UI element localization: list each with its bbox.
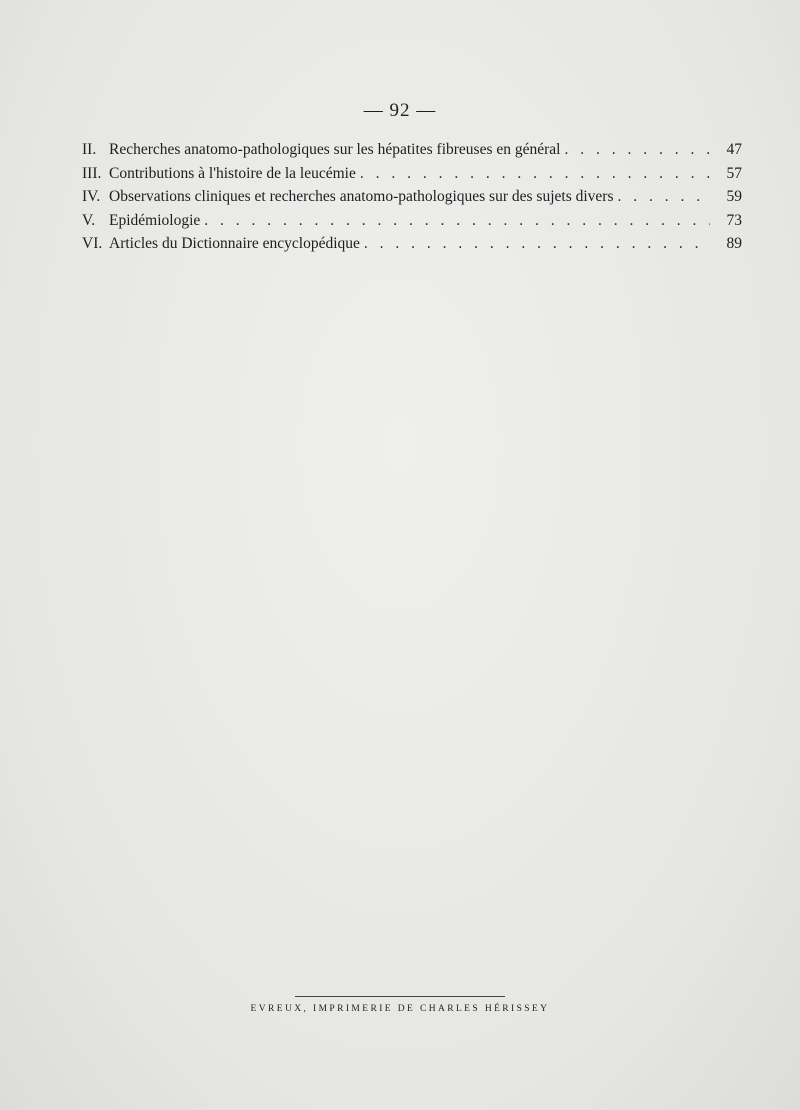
page-number: — 92 — xyxy=(363,100,437,121)
printer-imprint xyxy=(0,996,800,1014)
toc-entry-page: 89 xyxy=(726,235,742,252)
toc-entry xyxy=(82,212,742,236)
toc-leader-dots xyxy=(364,235,710,253)
toc-entry-number: II. xyxy=(82,141,97,158)
toc-leader-dots xyxy=(565,141,711,159)
toc-entry-title: Recherches anatomo-pathologiques sur les hépatites fibreuses en général xyxy=(109,141,561,158)
toc-entry xyxy=(82,188,742,212)
toc-entry xyxy=(82,141,742,165)
toc-leader-dots xyxy=(204,212,710,230)
toc-entry-number: V. xyxy=(82,211,96,229)
toc-leader-dots xyxy=(360,165,710,183)
toc-entry-number: III. xyxy=(82,164,102,182)
toc-entry-title: Observations cliniques et recherches anatomo-pathologiques sur des sujets divers xyxy=(109,188,614,205)
toc-entry-title: Articles du Dictionnaire encyclopédique xyxy=(109,235,360,252)
toc-entry-page: 59 xyxy=(726,188,742,205)
toc-leader-dots xyxy=(617,188,710,206)
table-of-contents xyxy=(82,141,742,259)
toc-entry-page: 57 xyxy=(726,164,742,182)
toc-entry xyxy=(82,235,742,259)
toc-entry-page: 47 xyxy=(726,141,742,158)
toc-entry-number: IV. xyxy=(82,188,101,205)
printer-text: EVREUX, IMPRIMERIE DE CHARLES HÉRISSEY xyxy=(250,1004,550,1014)
toc-entry-title: Contributions à l'histoire de la leucémie xyxy=(109,164,356,182)
printer-rule xyxy=(295,996,505,997)
toc-entry-title: Epidémiologie xyxy=(109,211,201,229)
toc-entry-page: 73 xyxy=(726,211,742,229)
toc-entry xyxy=(82,165,742,189)
toc-entry-number: VI. xyxy=(82,235,103,252)
